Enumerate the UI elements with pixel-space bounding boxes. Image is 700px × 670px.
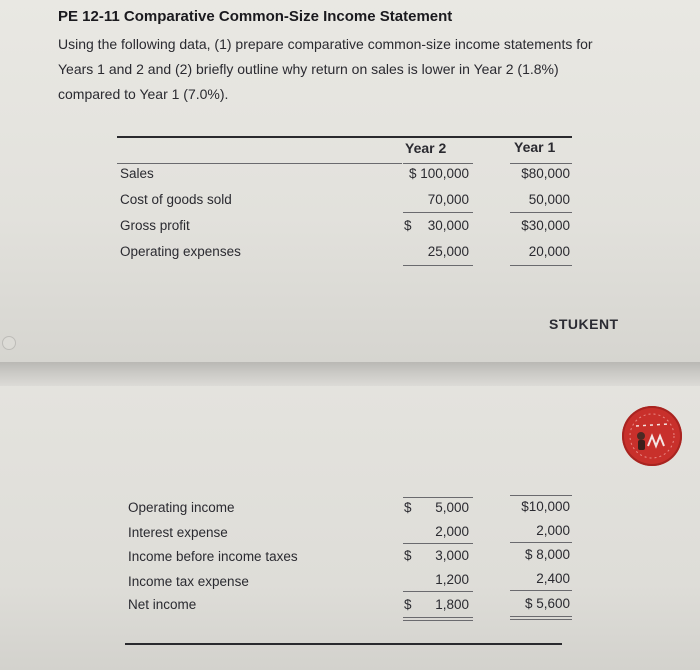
binder-hole-icon (2, 336, 16, 350)
gross-profit-year2-dollar: $ (404, 218, 412, 233)
operating-expenses-year2: 25,000 (427, 244, 469, 259)
stukent-logo: STUKENT (549, 316, 619, 332)
tax-underline-year2 (403, 591, 473, 592)
tax-underline-year1 (510, 590, 572, 591)
row-label-income-before-taxes: Income before income taxes (128, 549, 298, 564)
net-income-double-underline-year1-b (510, 619, 572, 620)
row-label-operating-expenses: Operating expenses (120, 244, 241, 259)
header-underline-year2 (403, 163, 473, 164)
row-label-net-income: Net income (128, 597, 197, 612)
sticker-badge-icon (622, 406, 682, 466)
badge-figure-icon (622, 406, 682, 466)
income-before-taxes-year2: 3,000 (435, 548, 469, 563)
net-income-year1: $ 5,600 (524, 596, 570, 611)
interest-expense-year1: 2,000 (536, 523, 570, 538)
opex-underline-year2 (403, 265, 473, 266)
year2-header: Year 2 (405, 140, 447, 156)
income-before-taxes-year2-dollar: $ (404, 548, 412, 563)
operating-income-year2-dollar: $ (404, 500, 412, 515)
row-label-operating-income: Operating income (128, 500, 235, 515)
cogs-year2: 70,000 (427, 192, 469, 207)
net-income-year2-dollar: $ (404, 597, 412, 612)
interest-expense-year2: 2,000 (435, 524, 469, 539)
gross-profit-year2: 30,000 (427, 218, 469, 233)
header-underline-year1 (510, 163, 572, 164)
cogs-underline-year1 (510, 212, 572, 213)
net-income-double-underline-year1-a (510, 616, 572, 617)
income-before-taxes-year1: $ 8,000 (524, 547, 570, 562)
net-income-double-underline-year2-a (403, 617, 473, 618)
sales-year2: $ 100,000 (408, 166, 469, 181)
row-label-sales: Sales (120, 166, 154, 181)
row-label-interest-expense: Interest expense (128, 525, 228, 540)
net-income-year2: 1,800 (435, 597, 469, 612)
sales-year1: $80,000 (521, 166, 570, 181)
opinc-overline-year1 (510, 495, 572, 496)
opex-underline-year1 (510, 265, 572, 266)
table-top-rule (117, 136, 572, 138)
problem-prompt (58, 32, 648, 107)
income-tax-expense-year1: 2,400 (536, 571, 570, 586)
prompt-line-2: Years 1 and 2 and (2) briefly outline why return on sales is lower in Year 2 (1.8%) (58, 61, 559, 77)
year1-header: Year 1 (514, 139, 556, 155)
operating-expenses-year1: 20,000 (528, 244, 570, 259)
table-bottom-rule (125, 643, 562, 645)
prompt-line-3: compared to Year 1 (7.0%). (58, 86, 229, 102)
interest-underline-year1 (510, 542, 572, 543)
interest-underline-year2 (403, 543, 473, 544)
cogs-year1: 50,000 (528, 192, 570, 207)
problem-title: PE 12-11 Comparative Common-Size Income Statement (58, 8, 453, 25)
operating-income-year1: $10,000 (521, 499, 570, 514)
row-label-gross-profit: Gross profit (120, 218, 190, 233)
header-underline-label (117, 163, 402, 164)
row-label-cogs: Cost of goods sold (120, 192, 232, 207)
opinc-overline-year2 (403, 497, 473, 498)
page-bottom-section (0, 386, 700, 670)
income-tax-expense-year2: 1,200 (435, 572, 469, 587)
gross-profit-year1: $30,000 (521, 218, 570, 233)
page-fold-shadow (0, 362, 700, 386)
prompt-line-1: Using the following data, (1) prepare comparative common-size income statements for (58, 36, 593, 52)
operating-income-year2: 5,000 (435, 500, 469, 515)
net-income-double-underline-year2-b (403, 620, 473, 621)
cogs-underline-year2 (403, 212, 473, 213)
row-label-income-tax-expense: Income tax expense (128, 574, 249, 589)
